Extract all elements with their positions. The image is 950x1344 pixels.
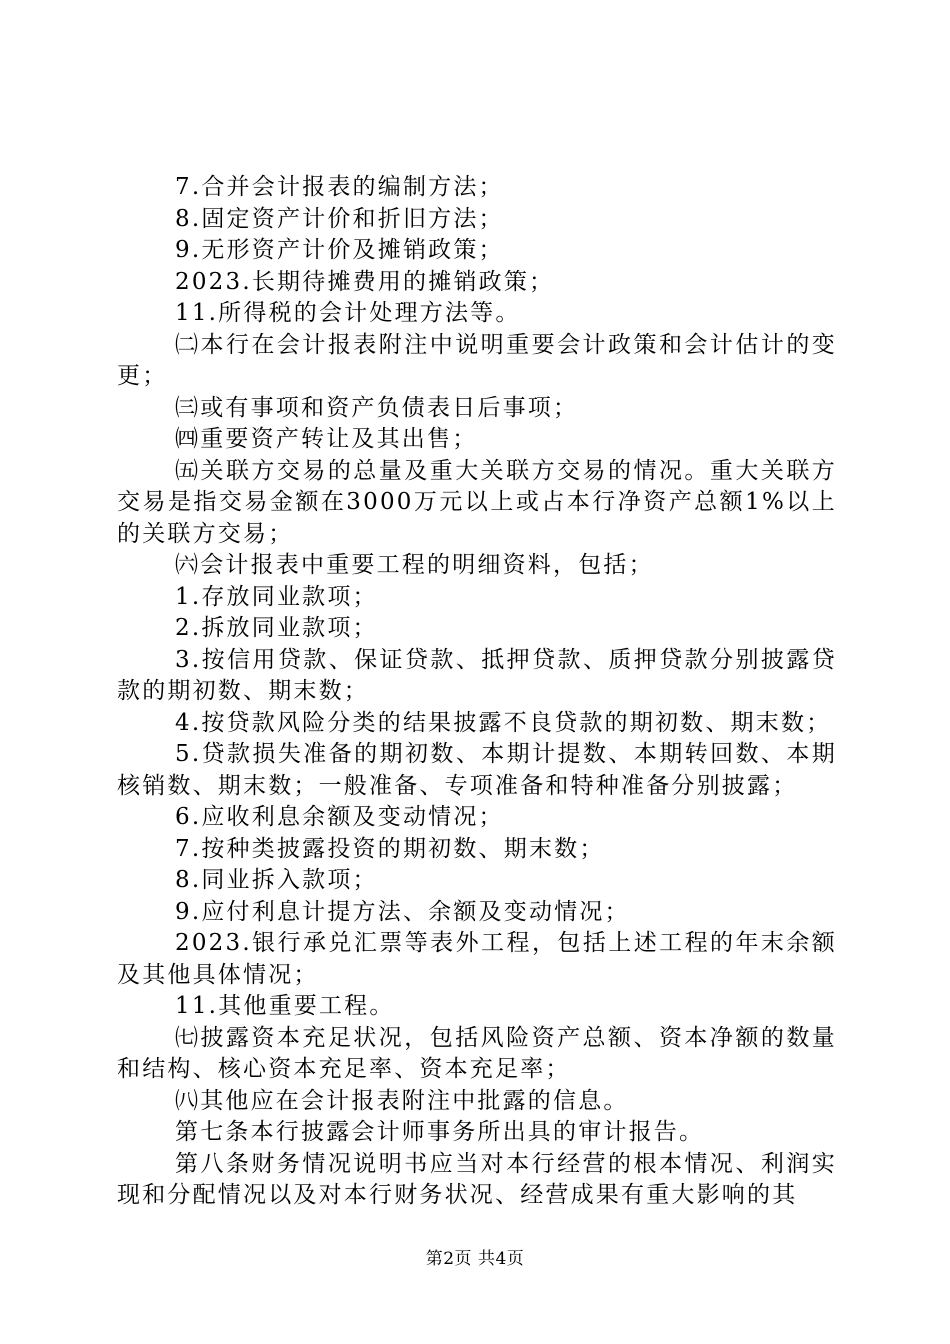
paragraph: 9.应付利息计提方法、余额及变动情况； [175, 898, 630, 925]
paragraph: ㈦披露资本充足状况，包括风险资产总额、资本净额的数量和结构、核心资本充足率、资本充足率； [117, 1024, 837, 1082]
paragraph: 6.应收利息余额及变动情况； [175, 804, 504, 830]
paragraph: 第七条本行披露会计师事务所出具的审计报告。 [175, 1119, 705, 1145]
paragraph: ㈡本行在会计报表附注中说明重要会计政策和会计估计的变更； [117, 331, 837, 389]
paragraph: 2023.银行承兑汇票等表外工程，包括上述工程的年末余额及其他具体情况； [117, 930, 837, 988]
paragraph: 2023.长期待摊费用的摊销政策； [175, 268, 555, 295]
paragraph: 4.按贷款风险分类的结果披露不良贷款的期初数、期末数； [175, 709, 832, 736]
paragraph: 7.按种类披露投资的期初数、期末数； [175, 835, 605, 862]
paragraph: ㈤关联方交易的总量及重大关联方交易的情况。重大关联方交易是指交易金额在3000万元以上或占本行净资产总额1%以上的关联方交易； [117, 457, 837, 547]
paragraph: ㈢或有事项和资产负债表日后事项； [175, 394, 579, 421]
paragraph: 11.所得税的会计处理方法等。 [175, 300, 521, 326]
paragraph: ㈣重要资产转让及其出售； [175, 426, 478, 452]
paragraph: 第八条财务情况说明书应当对本行经营的根本情况、利润实现和分配情况以及对本行财务状况、经营成果有重大影响的其 [117, 1150, 837, 1208]
paragraph: ㈥会计报表中重要工程的明细资料，包括； [175, 552, 654, 578]
paragraph: 2.拆放同业款项； [175, 615, 378, 641]
paragraph: 7.合并会计报表的编制方法； [175, 174, 504, 200]
paragraph: 3.按信用贷款、保证贷款、抵押贷款、质押贷款分别披露贷款的期初数、期末数； [117, 646, 837, 704]
paragraph: 9.无形资产计价及摊销政策； [175, 237, 504, 263]
paragraph: 8.同业拆入款项； [175, 867, 378, 893]
paragraph: 11.其他重要工程。 [175, 993, 395, 1019]
paragraph: 1.存放同业款项； [175, 583, 378, 610]
paragraph: 8.固定资产计价和折旧方法； [175, 205, 504, 232]
document-body [117, 172, 837, 1212]
page-number-footer: 第2页 共4页 [425, 1249, 525, 1269]
paragraph: ㈧其他应在会计报表附注中批露的信息。 [175, 1087, 629, 1114]
paragraph: 5.贷款损失准备的期初数、本期计提数、本期转回数、本期核销数、期末数；一般准备、专项准备和特种准备分别披露； [117, 741, 837, 799]
